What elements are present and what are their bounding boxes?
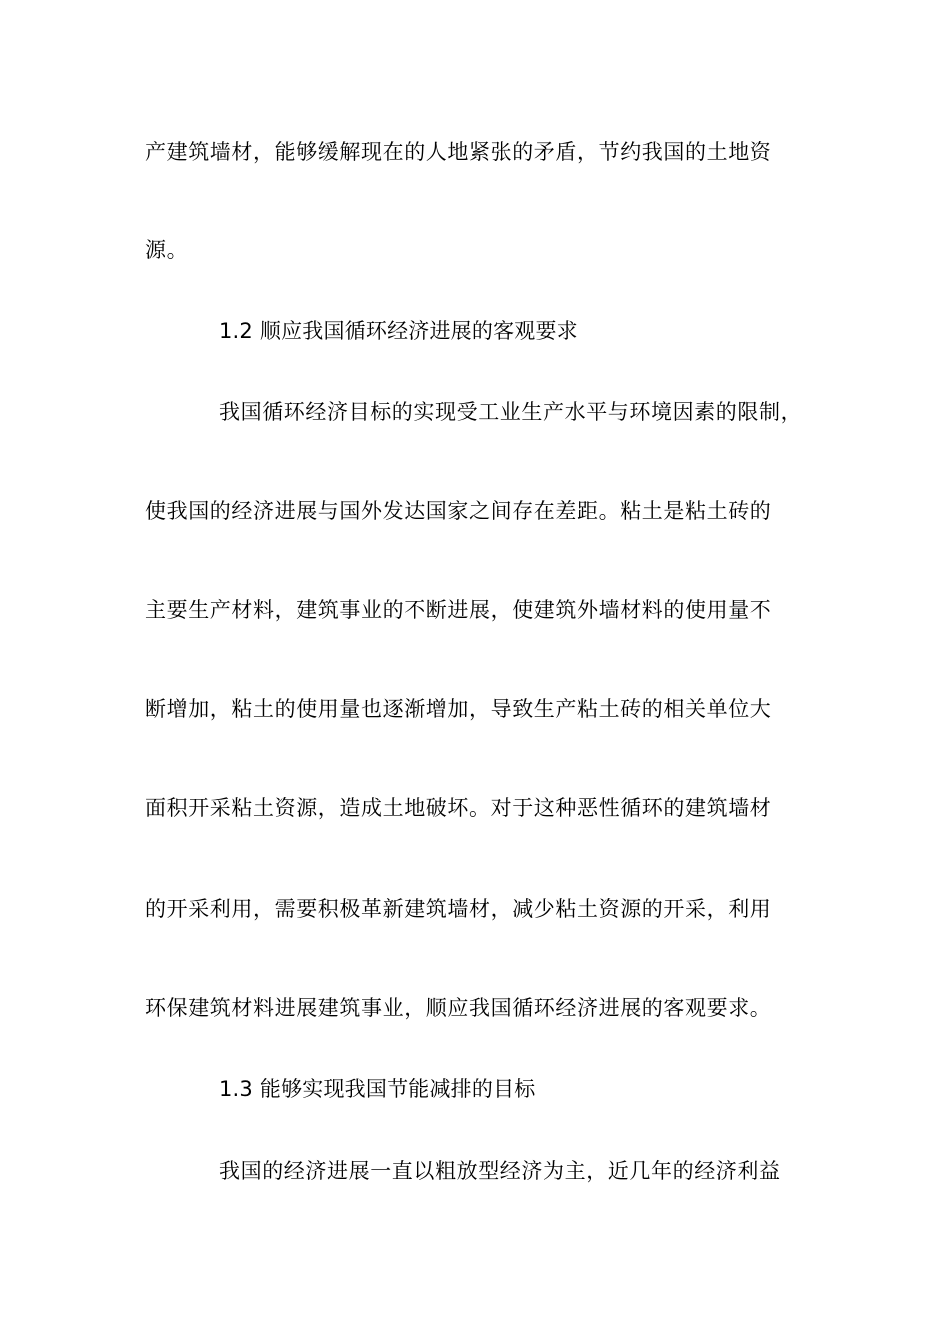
- paragraph-line: 环保建筑材料进展建筑事业，顺应我国循环经济进展的客观要求。: [145, 996, 772, 1020]
- paragraph-line: 面积开采粘土资源，造成土地破坏。对于这种恶性循环的建筑墙材: [145, 796, 772, 820]
- paragraph-line: 断增加，粘土的使用量也逐渐增加，导致生产粘土砖的相关单位大: [145, 697, 772, 721]
- paragraph-line: 的开采利用，需要积极革新建筑墙材，减少粘土资源的开采，利用: [145, 897, 772, 921]
- paragraph-line: 源。: [145, 238, 189, 262]
- paragraph-line: 我国的经济进展一直以粗放型经济为主，近几年的经济利益: [219, 1159, 781, 1183]
- paragraph-line: 主要生产材料，建筑事业的不断进展，使建筑外墙材料的使用量不: [145, 598, 772, 622]
- section-heading-1-2: 1.2 顺应我国循环经济进展的客观要求: [219, 319, 578, 343]
- paragraph-line: 我国循环经济目标的实现受工业生产水平与环境因素的限制，: [219, 400, 803, 424]
- paragraph-line: 使我国的经济进展与国外发达国家之间存在差距。粘土是粘土砖的: [145, 499, 772, 523]
- section-heading-1-3: 1.3 能够实现我国节能减排的目标: [219, 1077, 536, 1101]
- paragraph-line: 产建筑墙材，能够缓解现在的人地紧张的矛盾，节约我国的土地资: [145, 140, 772, 164]
